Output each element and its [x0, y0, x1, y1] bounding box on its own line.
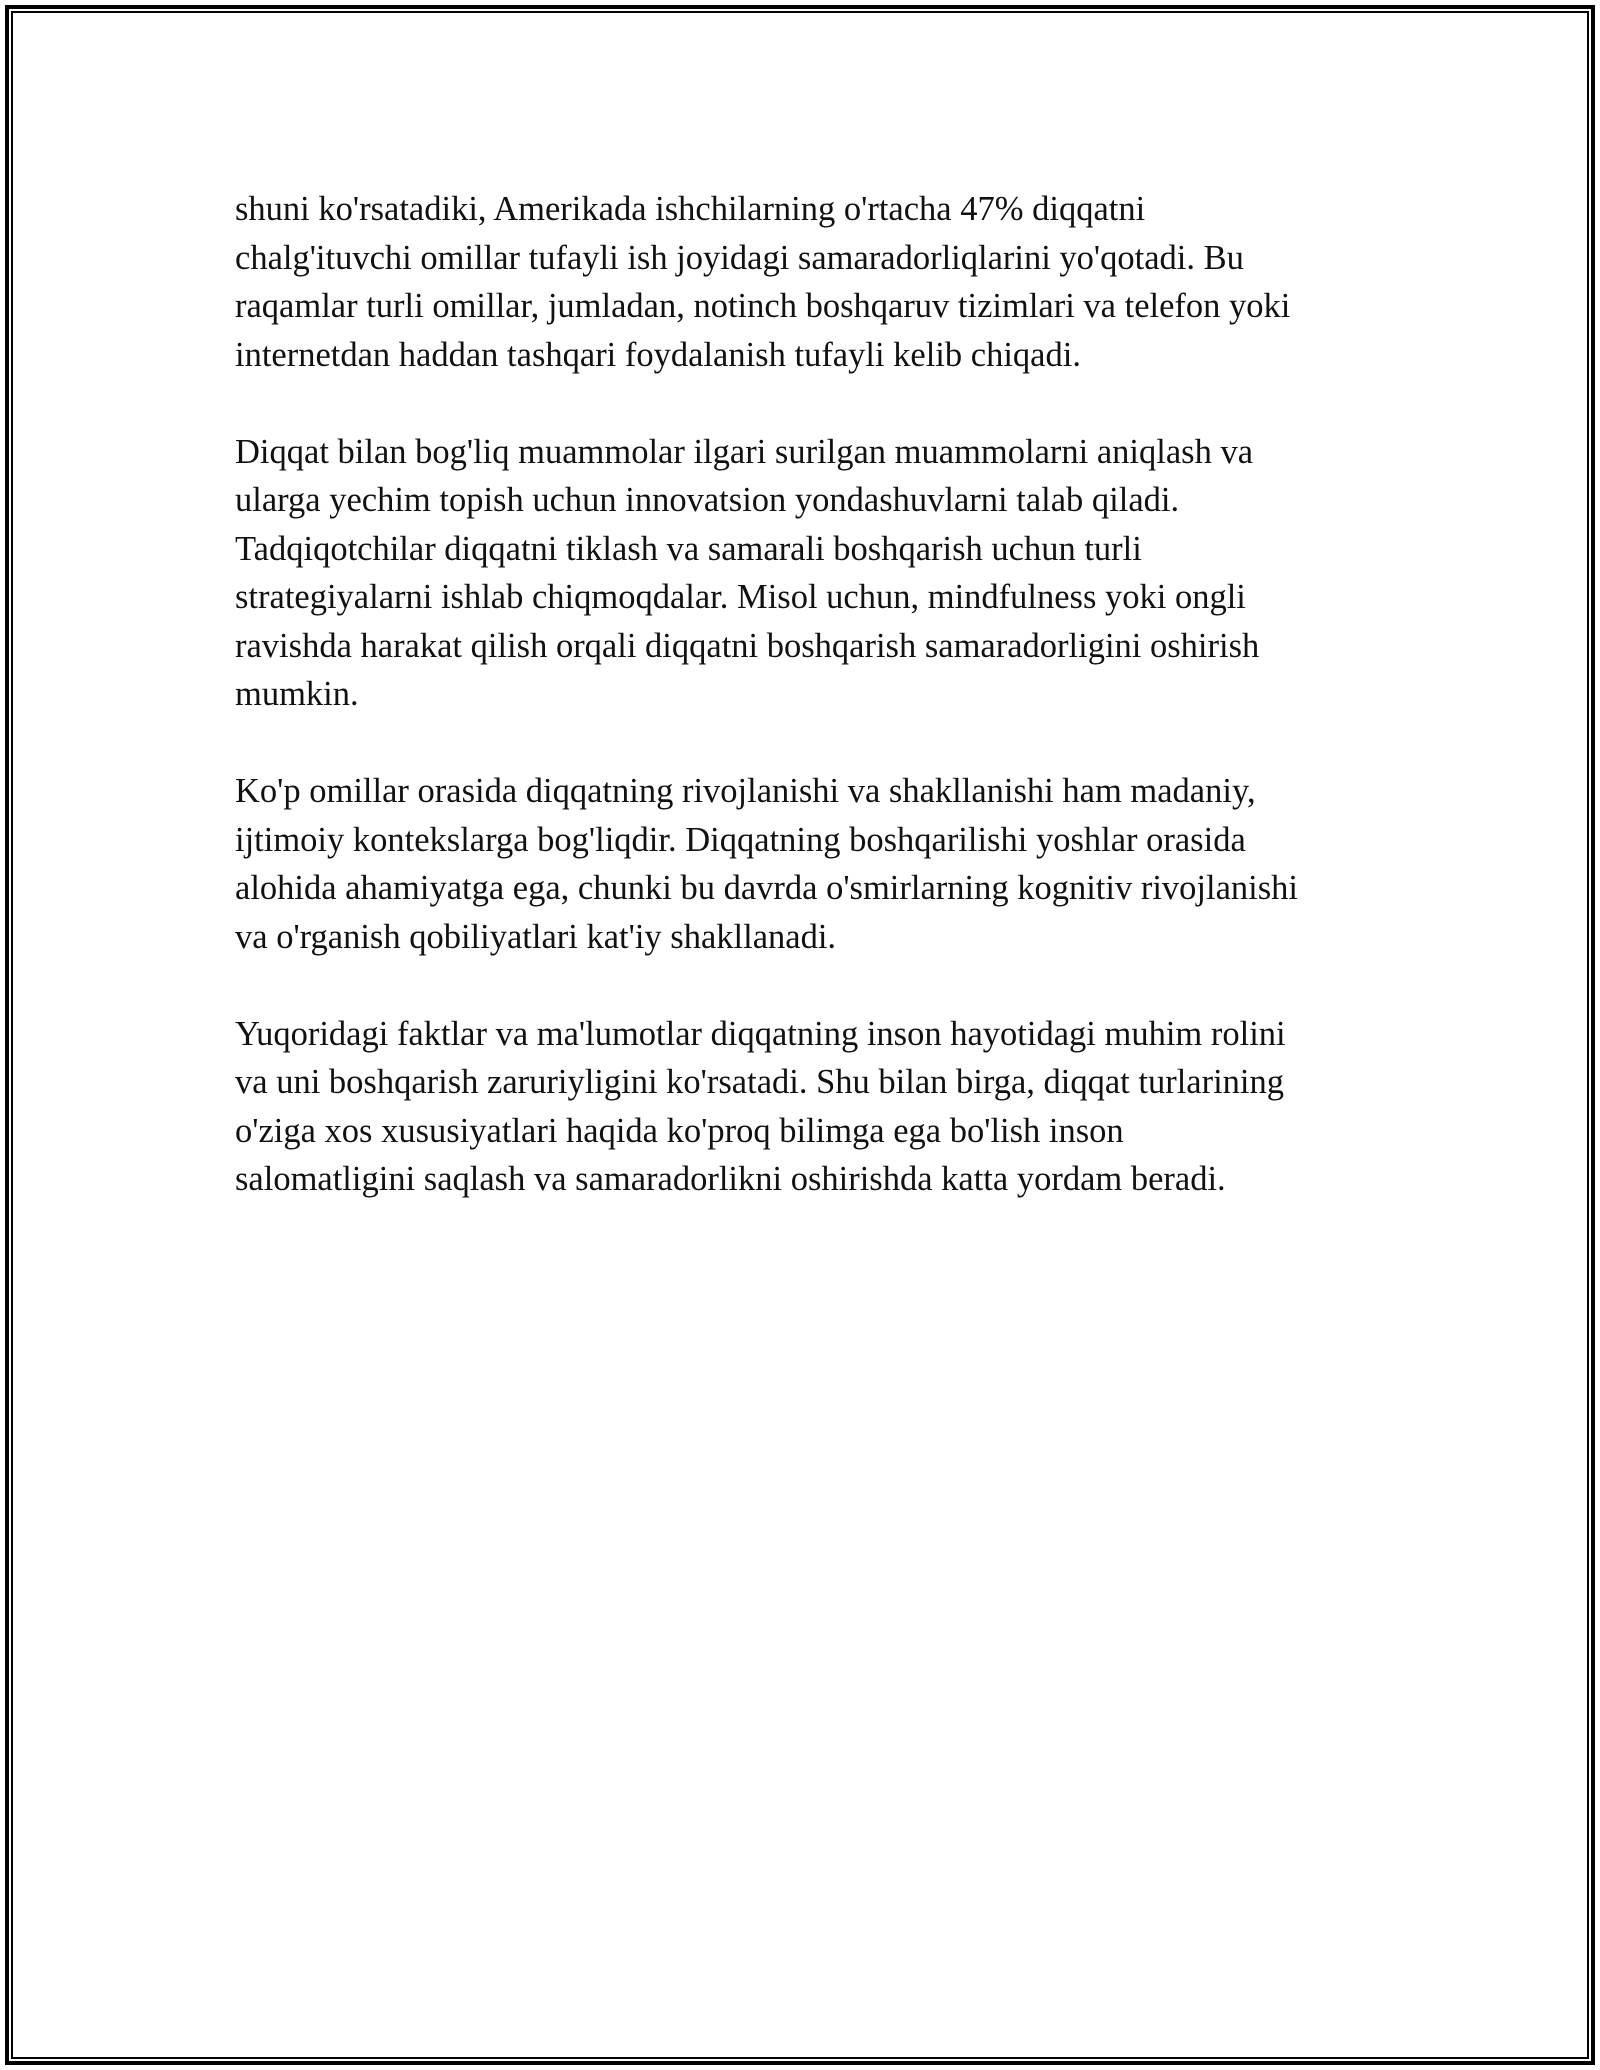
paragraph-2: Diqqat bilan bog'liq muammolar ilgari surilgan muammolarni aniqlash va ularga yechim topish uchun innovatsion yondashuvlarni talab qiladi. Tadqiqotchilar diqqatni tiklash va samarali boshqarish uchun turli strategiyalarni ishlab chiqmoqdalar. Misol uchun, mindfulness yoki ongli ravishda harakat qilish orqali diqqatni boshqarish samaradorligini oshirish mumkin.	[235, 432, 1260, 713]
paragraph-4: Yuqoridagi faktlar va ma'lumotlar diqqatning inson hayotidagi muhim rolini va uni boshqarish zaruriyligini ko'rsatadi. Shu bilan birga, diqqat turlarining o'ziga xos xususiyatlari haqida ko'proq bilimga ega bo'lish inson salomatligini saqlash va samaradorlikni oshirishda katta yordam beradi.	[235, 1014, 1286, 1198]
paragraph-3: Ko'p omillar orasida diqqatning rivojlanishi va shakllanishi ham madaniy, ijtimoiy kontekslarga bog'liqdir. Diqqatning boshqarilishi yoshlar orasida alohida ahamiyatga ega, chunki bu davrda o'smirlarning kognitiv rivojlanishi va o'rganish qobiliyatlari kat'iy shakllanadi.	[235, 772, 1298, 956]
document-body	[235, 185, 1375, 1252]
paragraph-1: shuni ko'rsatadiki, Amerikada ishchilarning o'rtacha 47% diqqatni chalg'ituvchi omillar tufayli ish joyidagi samaradorliqlarini yo'qotadi. Bu raqamlar turli omillar, jumladan, notinch boshqaruv tizimlari va telefon yoki internetdan haddan tashqari foydalanish tufayli kelib chiqadi.	[235, 190, 1291, 374]
